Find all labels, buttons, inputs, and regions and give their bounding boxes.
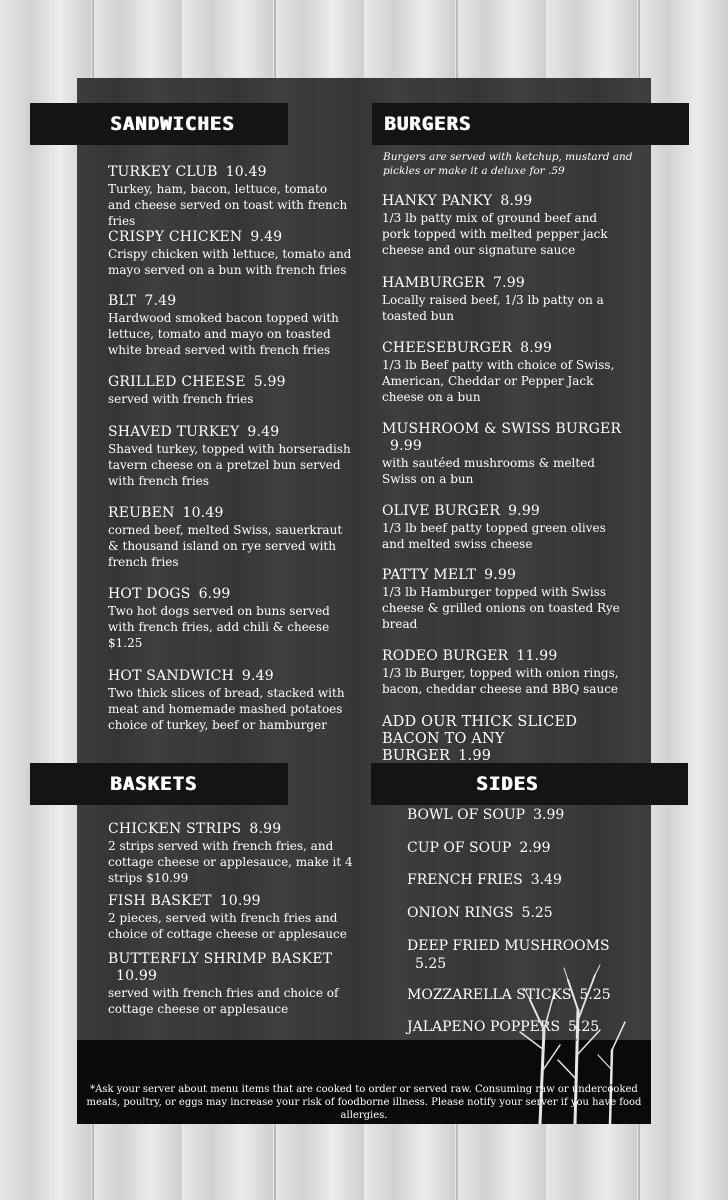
item-description: Hardwood smoked bacon topped with lettuce, tomato and mayo on toasted white bread served with french fries	[108, 311, 339, 357]
menu-item	[108, 951, 353, 1017]
baskets-banner	[30, 763, 288, 805]
side-name: BOWL OF SOUP	[407, 807, 526, 823]
item-price: 10.99	[116, 968, 158, 984]
side-price: 5.25	[521, 905, 553, 921]
menu-item	[108, 229, 353, 278]
menu-item	[108, 424, 353, 489]
item-price: 6.99	[198, 586, 231, 602]
side-name: MOZZARELLA STICKS	[407, 987, 572, 1003]
item-price: 9.99	[484, 567, 517, 583]
item-description: 1/3 lb Hamburger topped with Swiss cheese & grilled onions on toasted Rye bread	[382, 585, 620, 631]
side-price: 5.25	[579, 987, 611, 1003]
side-price: 5.25	[568, 1019, 600, 1035]
menu-item	[108, 821, 353, 886]
menu-item	[382, 503, 627, 552]
item-price: 9.49	[247, 424, 280, 440]
item-price: 7.99	[493, 275, 526, 291]
side-price: 3.99	[533, 807, 565, 823]
side-item	[407, 904, 627, 922]
side-price: 2.99	[519, 840, 551, 856]
side-name: FRENCH FRIES	[407, 872, 523, 888]
item-price: 9.49	[241, 668, 274, 684]
item-name: HOT DOGS	[108, 586, 191, 602]
item-price: 10.99	[219, 893, 261, 909]
menu-item	[108, 893, 353, 942]
menu-item	[108, 293, 353, 358]
side-item	[407, 839, 627, 857]
burgers-banner	[372, 103, 689, 145]
item-price: 9.99	[390, 438, 422, 454]
item-price: 1.99	[458, 748, 492, 764]
item-description: 1/3 lb Beef patty with choice of Swiss, American, Cheddar or Pepper Jack cheese on a bun	[382, 358, 615, 404]
menu-item	[382, 193, 627, 258]
item-description: 1/3 lb beef patty topped green olives and melted swiss cheese	[382, 521, 606, 551]
side-name: CUP OF SOUP	[407, 840, 512, 856]
item-description: Two thick slices of bread, stacked with meat and homemade mashed potatoes choice of turkey, beef or hamburger	[108, 686, 345, 732]
item-name: OLIVE BURGER	[382, 503, 501, 519]
item-description: 1/3 lb patty mix of ground beef and pork topped with melted pepper jack cheese and our signature sauce	[382, 211, 608, 257]
item-name: CRISPY CHICKEN	[108, 229, 243, 245]
menu-item	[382, 567, 627, 632]
menu-item	[382, 275, 627, 324]
item-name: ADD OUR THICK SLICED BACON TO ANY BURGER	[382, 714, 578, 764]
item-description: Locally raised beef, 1/3 lb patty on a toasted bun	[382, 293, 604, 323]
item-description: 2 strips served with french fries, and cottage cheese or applesauce, make it 4 strips $10.99	[108, 839, 353, 885]
sides-heading: SIDES	[476, 773, 539, 795]
item-description: Turkey, ham, bacon, lettuce, tomato and cheese served on toast with french fries	[108, 182, 348, 228]
menu-item	[382, 648, 627, 697]
item-price: 8.99	[500, 193, 533, 209]
item-description: served with french fries and choice of cottage cheese or applesauce	[108, 986, 339, 1016]
menu-item	[108, 586, 353, 651]
item-name: BUTTERFLY SHRIMP BASKET	[108, 951, 333, 967]
side-name: ONION RINGS	[407, 905, 514, 921]
sandwiches-banner	[30, 103, 288, 145]
side-name: DEEP FRIED MUSHROOMS	[407, 938, 610, 954]
item-name: PATTY MELT	[382, 567, 477, 583]
menu-item	[382, 421, 627, 487]
menu-item	[108, 374, 353, 407]
item-name: TURKEY CLUB	[108, 164, 218, 180]
sides-banner	[371, 763, 688, 805]
side-item	[407, 871, 627, 889]
menu-item	[108, 505, 353, 570]
item-price: 8.99	[249, 821, 282, 837]
item-price: 10.49	[225, 164, 267, 180]
item-name: HANKY PANKY	[382, 193, 493, 209]
side-price: 3.49	[530, 872, 562, 888]
item-name: FISH BASKET	[108, 893, 212, 909]
item-price: 9.49	[250, 229, 283, 245]
item-name: BLT	[108, 293, 137, 309]
burgers-heading: BURGERS	[384, 113, 472, 135]
menu-item	[382, 340, 627, 405]
item-description: served with french fries	[108, 392, 254, 406]
item-price: 8.99	[520, 340, 553, 356]
item-price: 10.49	[182, 505, 224, 521]
item-name: CHEESEBURGER	[382, 340, 513, 356]
item-name: REUBEN	[108, 505, 175, 521]
baskets-heading: BASKETS	[110, 773, 198, 795]
side-price: 5.25	[415, 956, 447, 972]
menu-item	[382, 714, 597, 765]
item-name: SHAVED TURKEY	[108, 424, 240, 440]
item-name: HAMBURGER	[382, 275, 486, 291]
item-price: 7.49	[144, 293, 177, 309]
allergy-disclaimer: *Ask your server about menu items that are cooked to order or served raw. Consuming raw or undercooked meats, poultry, or eggs may increase your risk of foodborne illness. Please notify your server if you have food allergies.	[86, 1084, 642, 1121]
side-item	[407, 806, 627, 824]
item-description: Two hot dogs served on buns served with french fries, add chili & cheese $1.25	[108, 604, 330, 650]
item-description: with sautéed mushrooms & melted Swiss on a bun	[382, 456, 595, 486]
sandwiches-heading: SANDWICHES	[110, 113, 235, 135]
item-price: 11.99	[516, 648, 558, 664]
item-name: MUSHROOM & SWISS BURGER	[382, 421, 622, 437]
menu-item	[108, 164, 353, 229]
side-name: JALAPENO POPPERS	[407, 1019, 561, 1035]
item-name: RODEO BURGER	[382, 648, 509, 664]
item-price: 5.99	[253, 374, 286, 390]
item-description: Shaved turkey, topped with horseradish tavern cheese on a pretzel bun served with french fries	[108, 442, 351, 488]
item-name: CHICKEN STRIPS	[108, 821, 242, 837]
item-name: HOT SANDWICH	[108, 668, 234, 684]
item-price: 9.99	[508, 503, 541, 519]
burgers-note: Burgers are served with ketchup, mustard and pickles or make it a deluxe for .59	[383, 151, 633, 177]
item-description: 2 pieces, served with french fries and choice of cottage cheese or applesauce	[108, 911, 347, 941]
item-description: Crispy chicken with lettuce, tomato and mayo served on a bun with french fries	[108, 247, 352, 277]
menu-item	[108, 668, 353, 733]
item-name: GRILLED CHEESE	[108, 374, 246, 390]
item-description: 1/3 lb Burger, topped with onion rings, bacon, cheddar cheese and BBQ sauce	[382, 666, 619, 696]
item-description: corned beef, melted Swiss, sauerkraut & thousand island on rye served with french fries	[108, 523, 343, 569]
